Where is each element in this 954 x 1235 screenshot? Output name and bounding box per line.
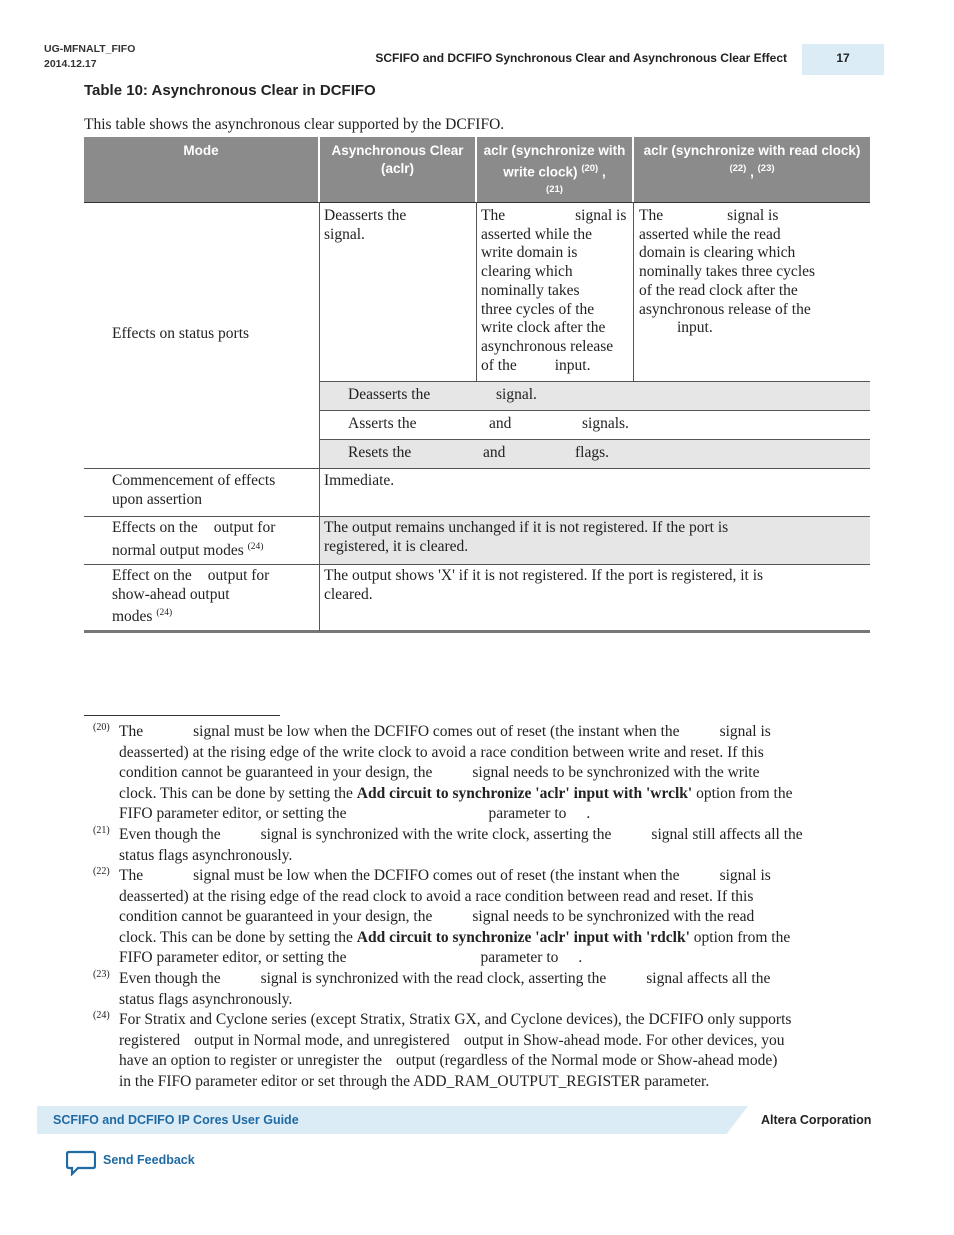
normal-modes-label: Effects on the output for normal output modes $^{(24)}$ (112, 519, 276, 559)
footnote-ref: (21) (546, 183, 563, 195)
document-id: UG-MFNALT_FIFO (44, 43, 136, 55)
sub1-text-b: signal. (496, 386, 537, 403)
header-aclr: Asynchronous Clear (aclr) (320, 137, 475, 202)
footnote-ref: (20) (581, 162, 599, 174)
sub2-text-b: and (489, 415, 512, 432)
footnote-mark: (22) (93, 866, 110, 877)
sub3-text-a: Resets the (348, 444, 412, 461)
send-feedback-link[interactable]: Send Feedback (103, 1153, 195, 1167)
status-read-clock-value: The signal is asserted while the read domain is clearing which nominally takes three cycles of the read clock after the asynchronous release of the input. (639, 207, 816, 337)
footnote-mark: (24) (93, 1010, 110, 1021)
footnote-mark: (23) (93, 969, 110, 980)
status-ports-label: Effects on status ports (112, 325, 250, 342)
show-ahead-label: Effect on the output for show-ahead output modes $^{(24)}$ (112, 567, 270, 626)
footnote-22: The signal must be low when the DCFIFO comes out of reset (the instant when the signal is deasserted) at the rising edge of the read clock to avoid a race condition between read and reset. If this condition cannot be guaranteed in your design, the signal needs to be synchronized with the read clock. This can be done by setting the Add circuit to synchronize 'aclr' input with 'rdclk' option from the FIFO parameter editor, or setting the parameter to . (119, 867, 791, 967)
sub2-text-c: signals. (582, 415, 629, 432)
rule (84, 564, 870, 565)
rule (319, 202, 320, 631)
footnote-mark: (20) (93, 722, 110, 733)
rule (84, 468, 870, 469)
sub3-text-b: and (483, 444, 506, 461)
header-aclr-write-clock: aclr (synchronize with write clock) $^{(20)}$ , $^{(21)}$ (477, 137, 632, 202)
status-write-clock-value: The signal is asserted while the write domain is clearing which nominally takes three cycles of the write clock after the asynchronous release of the input. (481, 207, 627, 374)
rule (319, 381, 870, 382)
footnote-24: For Stratix and Cyclone series (except Stratix, Stratix GX, and Cyclone devices), the DCFIFO only supports registered output in Normal mode, and unregistered output in Show-ahead mode. For other devices, you have an option to register or unregister the output (regardless of the Normal mode or Show-ahead mode) in the FIFO parameter editor or set through the ADD_RAM_OUTPUT_REGISTER parameter. (119, 1011, 792, 1090)
document-date: 2014.12.17 (44, 58, 97, 70)
rule (633, 202, 634, 382)
table-intro: This table shows the asynchronous clear supported by the DCFIFO. (84, 116, 505, 133)
status-subrow-3 (319, 440, 870, 468)
footnote-21: Even though the signal is synchronized with the write clock, asserting the signal still affects all the status flags asynchronously. (119, 826, 803, 864)
status-subrow-2 (319, 411, 870, 439)
footnote-mark: (21) (93, 825, 110, 836)
table-title: Table 10: Asynchronous Clear in DCFIFO (84, 82, 376, 99)
footnote-20: The signal must be low when the DCFIFO comes out of reset (the instant when the signal is deasserted) at the rising edge of the write clock to avoid a race condition between write and reset. If this condition cannot be guaranteed in your design, the signal needs to be synchronized with the write clock. This can be done by setting the Add circuit to synchronize 'aclr' input with 'wrclk' option from the FIFO parameter editor, or setting the parameter to . (119, 723, 793, 823)
show-ahead-value: The output shows 'X' if it is not registered. If the port is registered, it is cleared. (324, 567, 764, 603)
document-id-block (44, 42, 135, 72)
commencement-value: Immediate. (324, 472, 395, 489)
header-mode: Mode (84, 137, 318, 202)
footnote-separator (84, 715, 280, 716)
feedback-icon[interactable] (66, 1150, 96, 1181)
header-aclr-read-clock: aclr (synchronize with read clock) $^{(22)}$ , $^{(23)}$ (634, 137, 870, 202)
rule (84, 516, 870, 517)
commencement-label: Commencement of effects upon assertion (112, 472, 276, 508)
table-bottom-rule (84, 630, 870, 633)
footnote-ref: (22) (729, 162, 747, 174)
running-header-title: SCFIFO and DCFIFO Synchronous Clear and Asynchronous Clear Effect (375, 51, 787, 65)
footer-company: Altera Corporation (761, 1113, 872, 1127)
status-aclr-value: Deasserts the signal. (324, 207, 407, 243)
footnote-ref: (23) (757, 162, 775, 174)
sub2-text-a: Asserts the (348, 415, 417, 432)
rule (84, 202, 870, 203)
rule (476, 202, 477, 382)
footnote-23: Even though the signal is synchronized with the read clock, asserting the signal affects all the status flags asynchronously. (119, 970, 771, 1008)
footer-guide-title[interactable]: SCFIFO and DCFIFO IP Cores User Guide (53, 1113, 299, 1127)
footnote-ref: (24) (247, 541, 264, 552)
dcfifo-async-clear-table (84, 137, 870, 633)
normal-modes-value: The output remains unchanged if it is not registered. If the port is registered, it is cleared. (324, 519, 729, 555)
rule (319, 410, 870, 411)
rule (319, 439, 870, 440)
sub3-text-c: flags. (575, 444, 610, 461)
status-subrow-1 (319, 382, 870, 410)
sub1-text-a: Deasserts the (348, 386, 431, 403)
footnote-ref: (24) (156, 608, 173, 619)
page-number: 17 (802, 44, 884, 75)
